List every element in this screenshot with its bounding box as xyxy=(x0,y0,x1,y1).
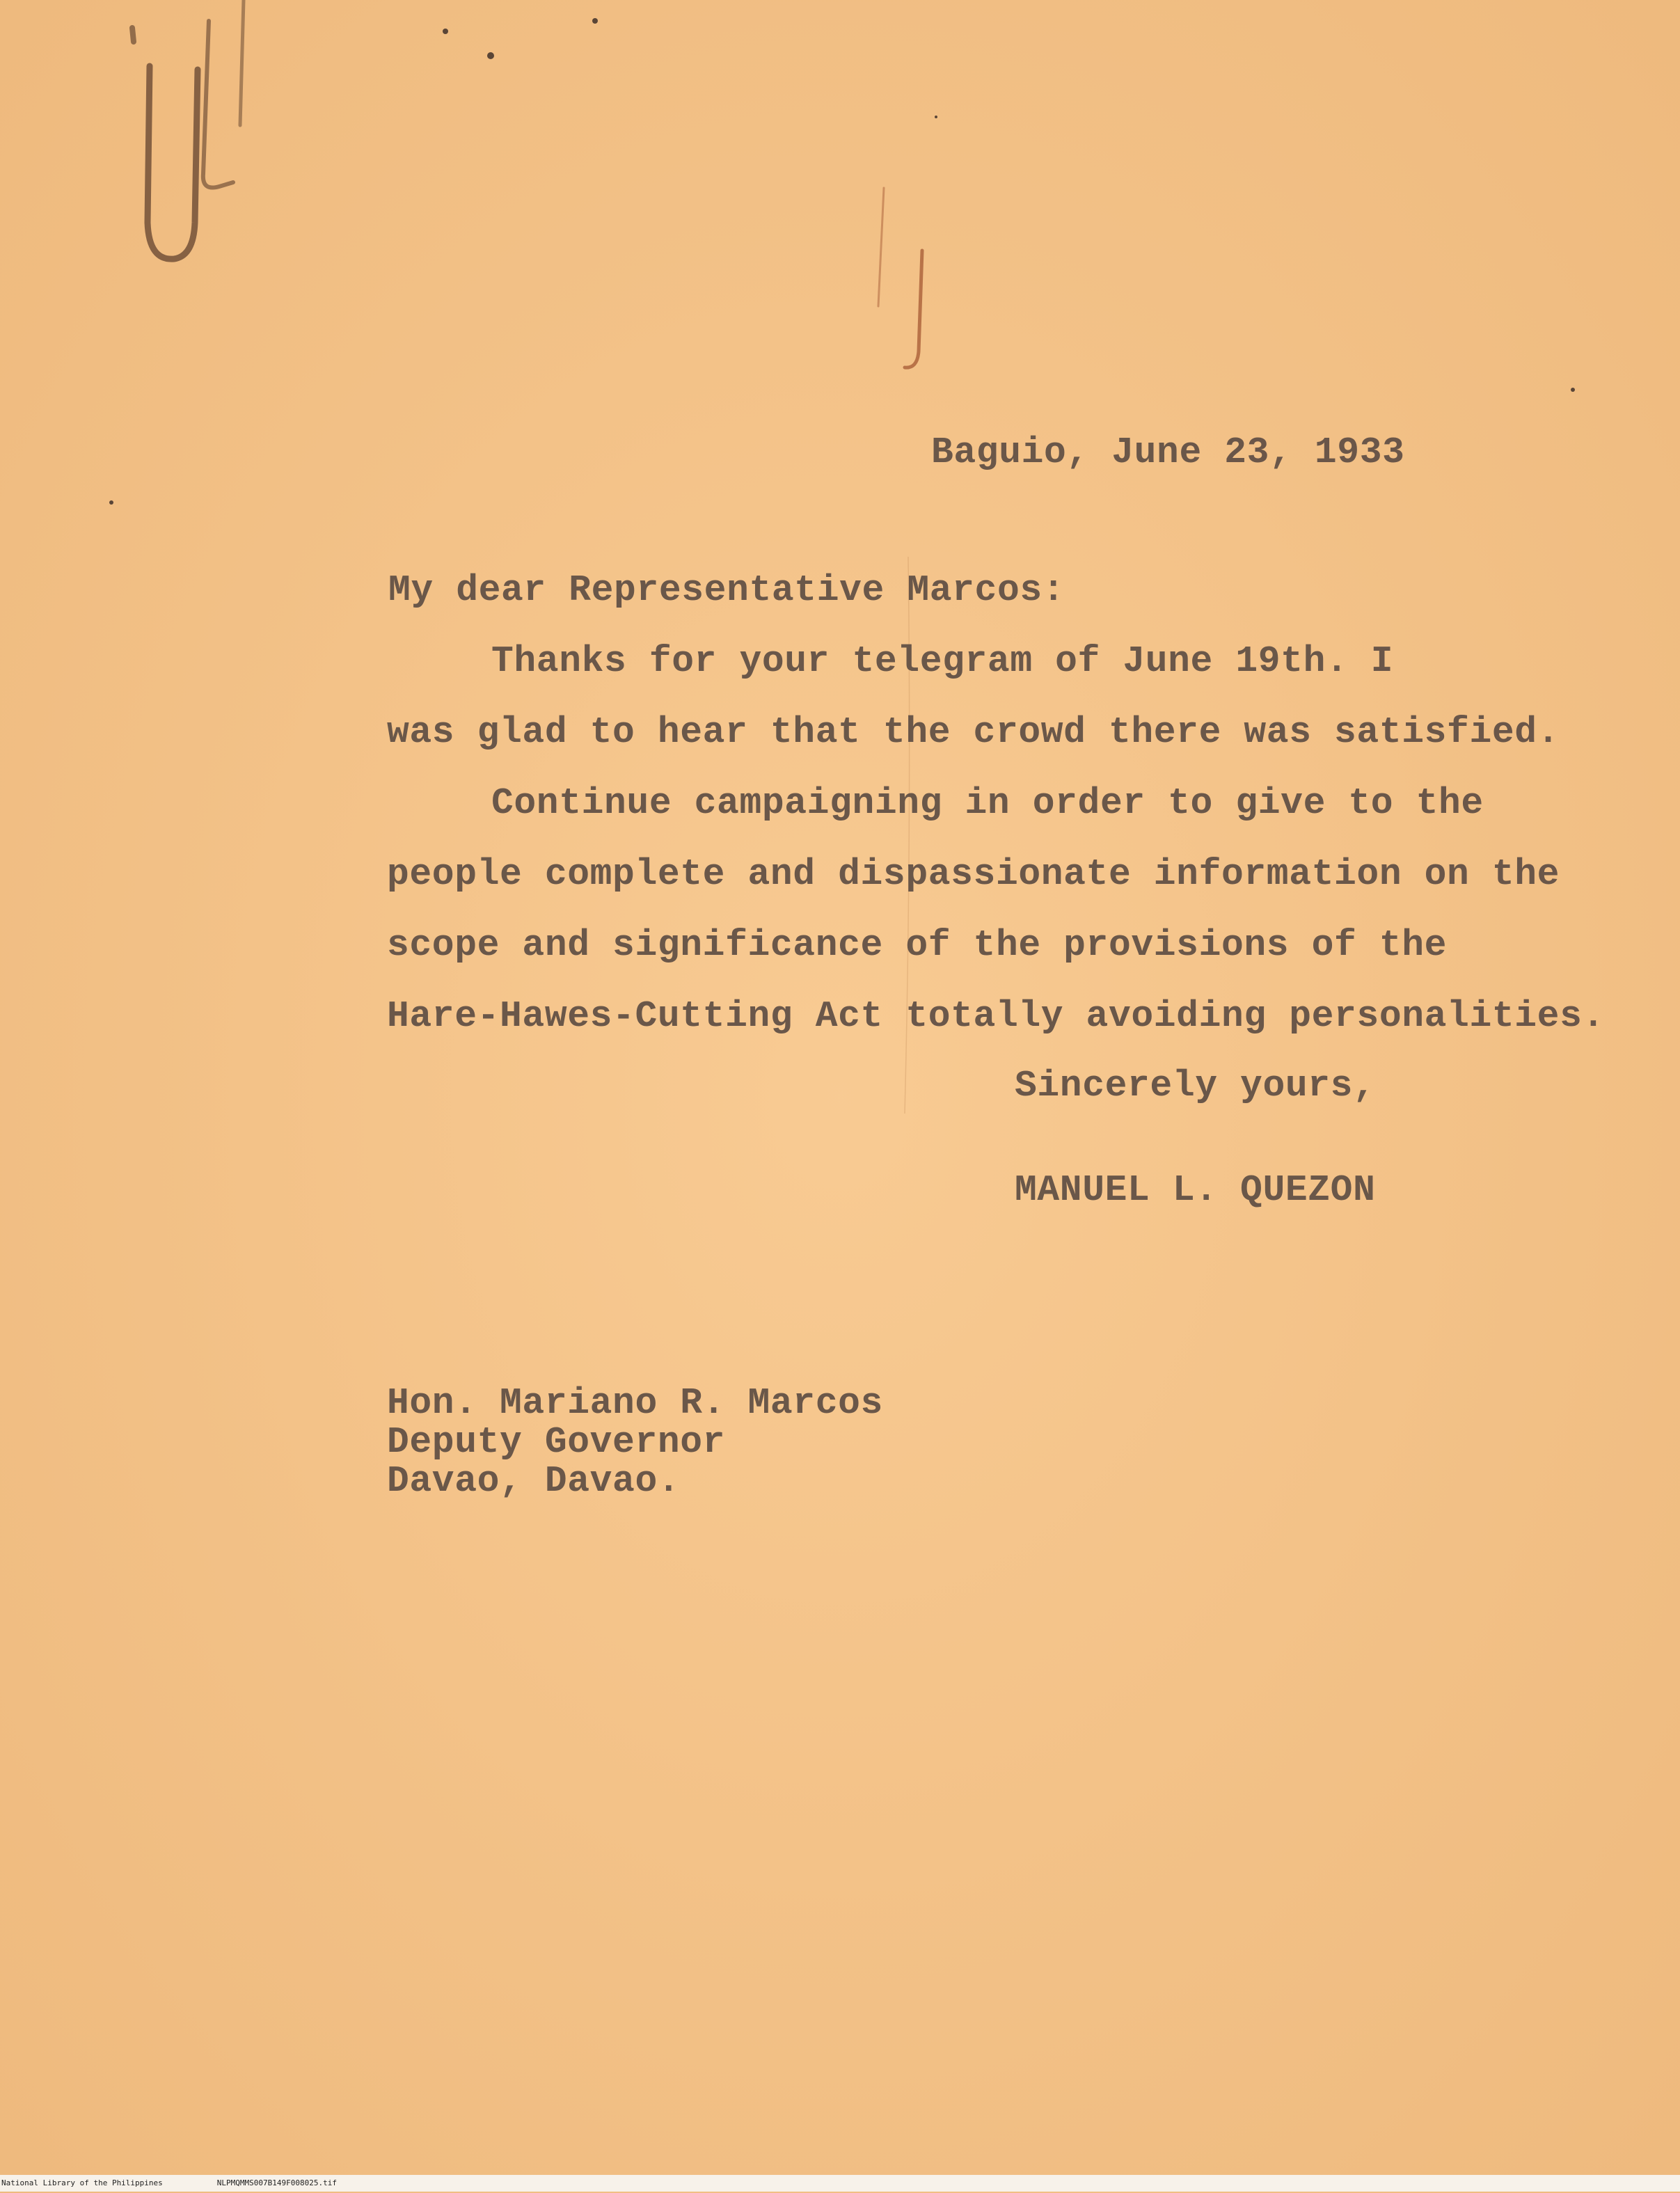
body-line: scope and significance of the provisions of the xyxy=(387,924,1448,966)
body-line: Thanks for your telegram of June 19th. I xyxy=(491,640,1394,682)
recipient-line: Deputy Governor xyxy=(387,1421,726,1463)
scan-institution: National Library of the Philippines xyxy=(1,2178,163,2187)
salutation: My dear Representative Marcos: xyxy=(388,569,1065,611)
recipient-line: Hon. Mariano R. Marcos xyxy=(387,1382,883,1424)
scan-filename: NLPMQMMS007B149F008025.tif xyxy=(216,2178,337,2187)
body-line: Hare-Hawes-Cutting Act totally avoiding personalities. xyxy=(387,995,1605,1037)
body-line: was glad to hear that the crowd there was satisfied. xyxy=(387,711,1560,753)
body-line: Continue campaigning in order to give to the xyxy=(491,782,1484,824)
scan-caption xyxy=(0,2175,1680,2192)
signature-name: MANUEL L. QUEZON xyxy=(1015,1169,1376,1211)
body-line: people complete and dispassionate information on the xyxy=(387,853,1560,895)
recipient-line: Davao, Davao. xyxy=(387,1460,681,1502)
place-date: Baguio, June 23, 1933 xyxy=(931,432,1405,473)
closing: Sincerely yours, xyxy=(1015,1065,1376,1107)
